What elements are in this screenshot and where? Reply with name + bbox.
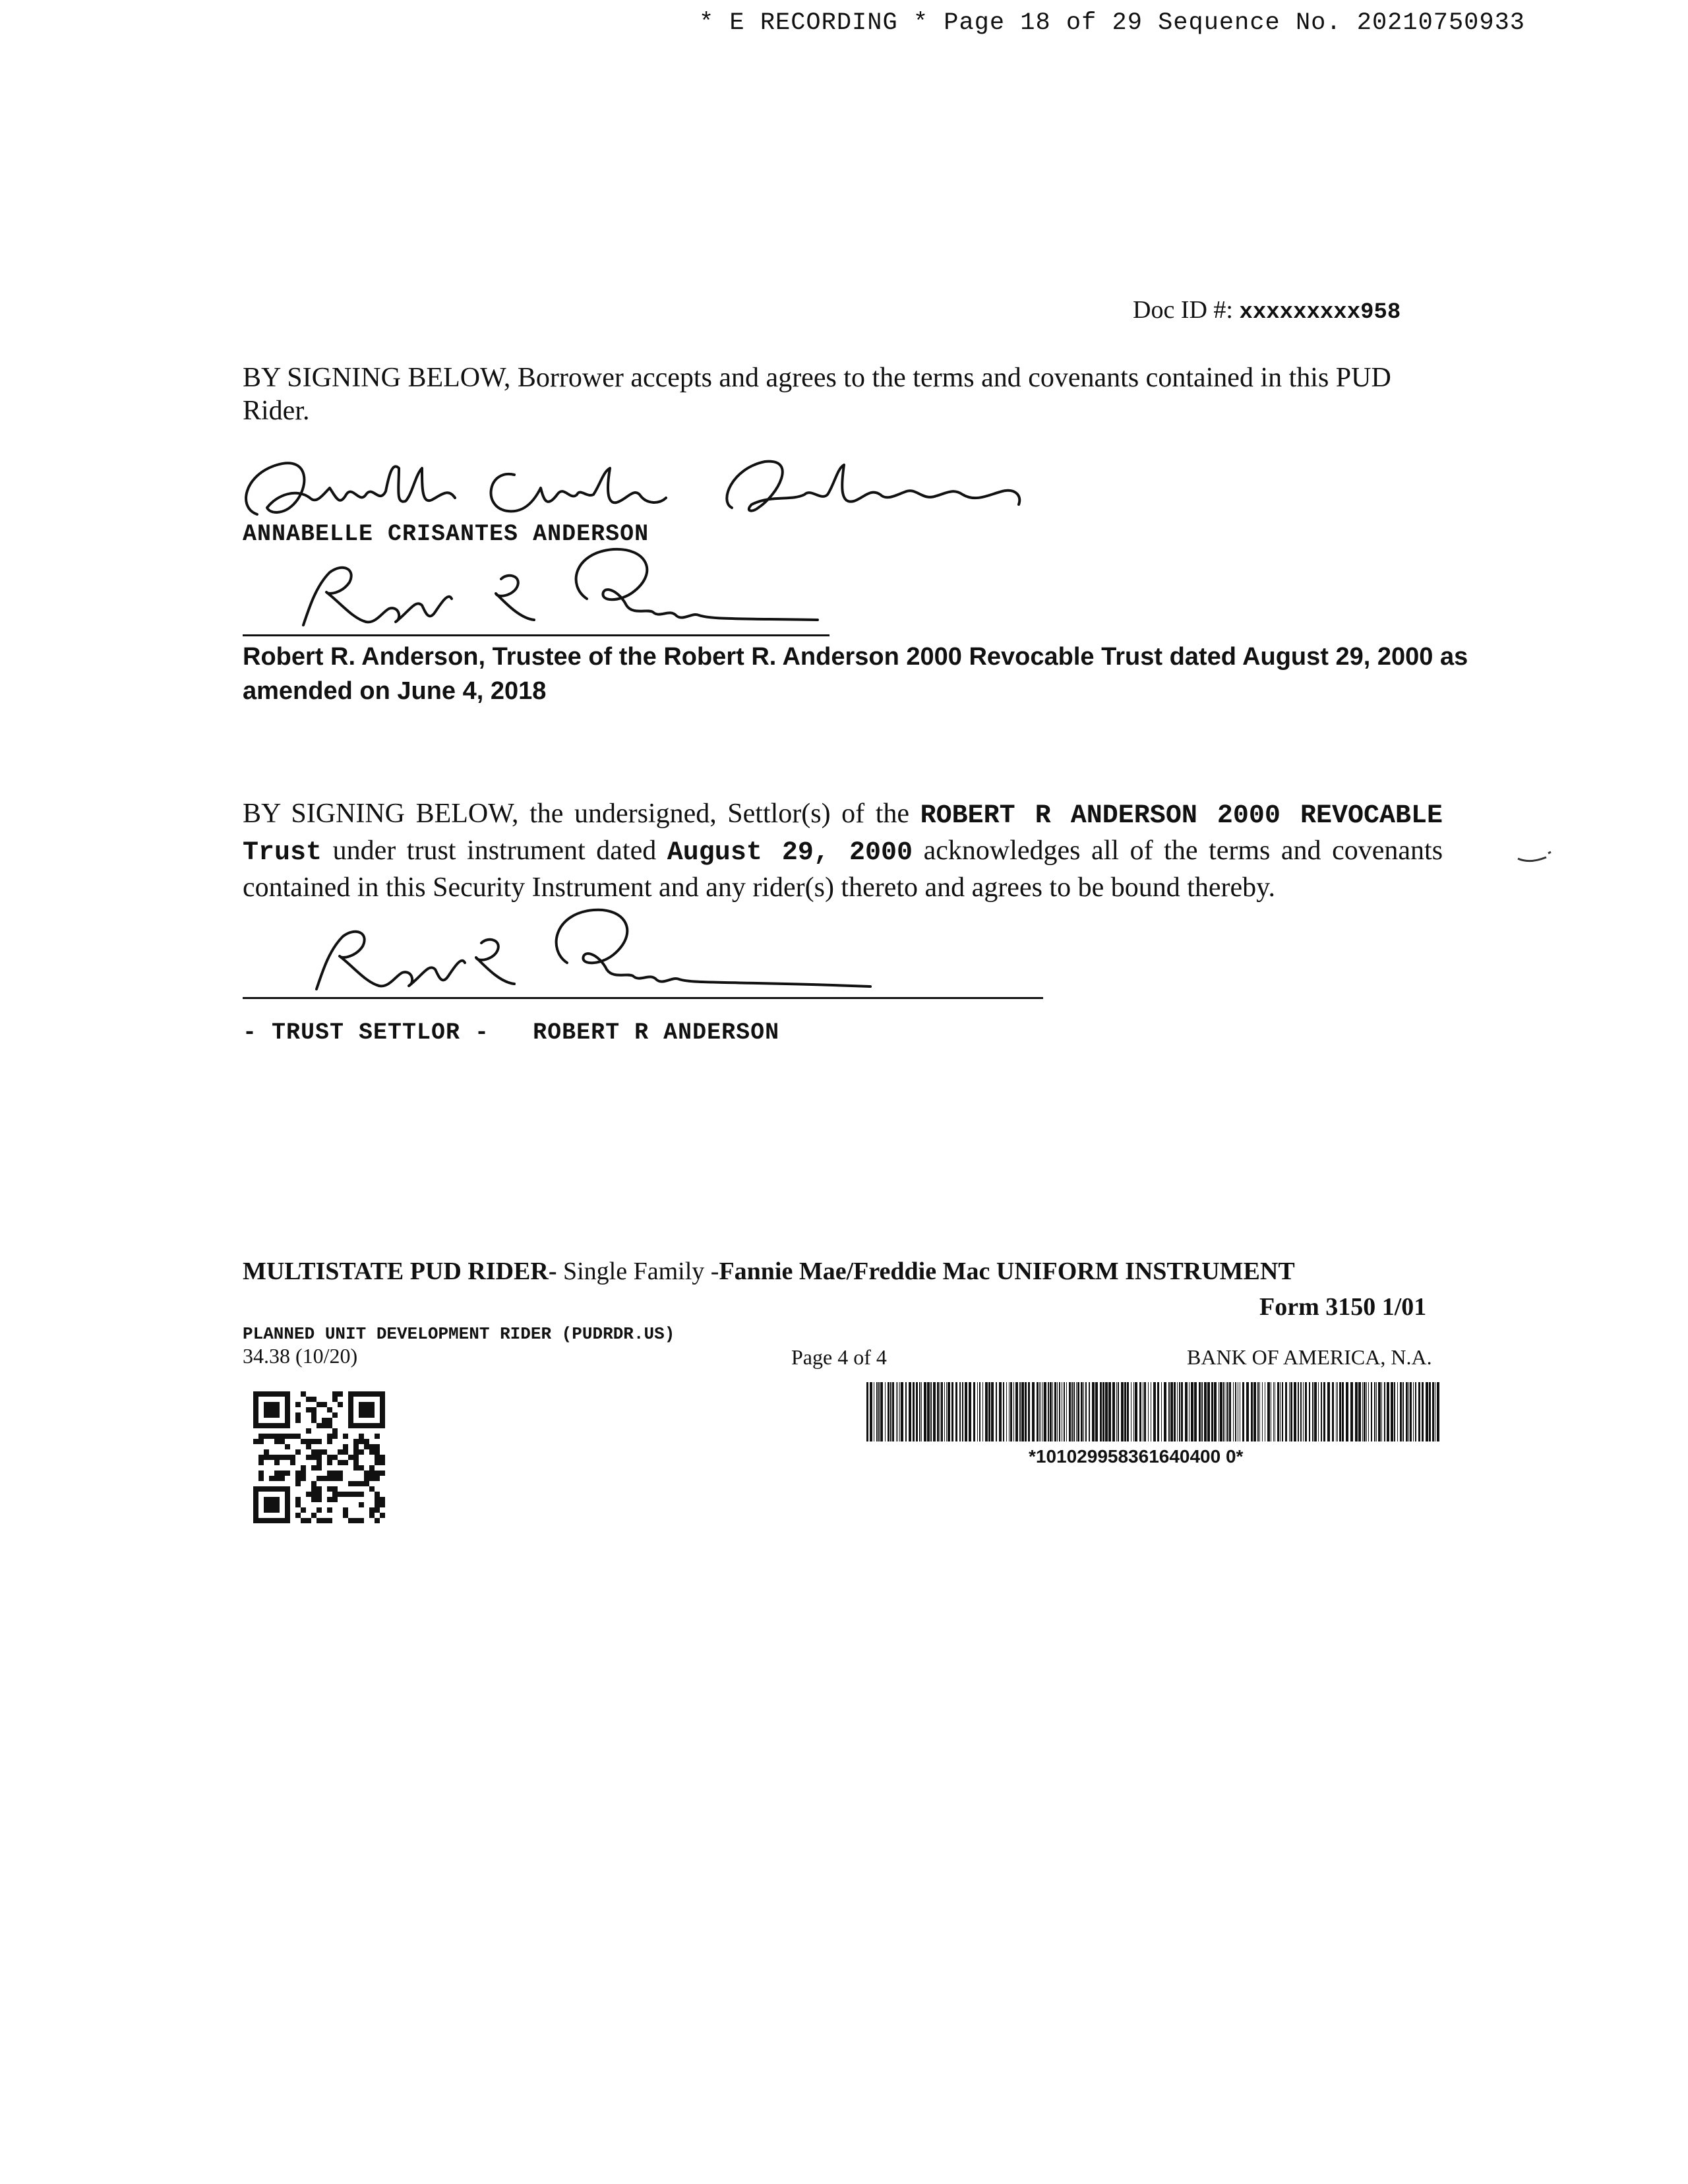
barcode	[866, 1382, 1440, 1445]
footer-title-bold: MULTISTATE PUD RIDER-	[243, 1258, 557, 1285]
doc-id-value: xxxxxxxxx958	[1239, 300, 1401, 325]
signature-line-settlor	[243, 997, 1043, 999]
form-code: PLANNED UNIT DEVELOPMENT RIDER (PUDRDR.US)	[243, 1324, 675, 1344]
trust-date: August 29, 2000	[667, 838, 913, 868]
scan-mark	[1517, 851, 1556, 864]
lender-name: BANK OF AMERICA, N.A.	[1187, 1345, 1432, 1369]
recording-header: * E RECORDING * Page 18 of 29 Sequence No. 20210750933	[699, 9, 1525, 37]
settlor-text-c: acknowledges all of the terms and covenants contained in this Security Instrument and any rider(s) thereto and agrees to be bound thereby.	[243, 835, 1443, 903]
signature-line-trustee	[243, 634, 829, 636]
barcode-number: *101029958361640400 0*	[1029, 1446, 1244, 1467]
settlor-text-a: BY SIGNING BELOW, the undersigned, Settlor(s) of the	[243, 799, 910, 829]
trustee-caption: Robert R. Anderson, Trustee of the Robert R. Anderson 2000 Revocable Trust dated August 29, 2000 as amended on June 4, 2018	[243, 643, 1468, 705]
footer-title	[243, 1257, 1295, 1286]
trust-settlor-label: - TRUST SETTLOR - ROBERT R ANDERSON	[243, 1019, 780, 1046]
signature-robert-settlor	[303, 903, 884, 1002]
signer-name-annabelle: ANNABELLE CRISANTES ANDERSON	[243, 521, 649, 547]
doc-id	[1133, 295, 1401, 325]
borrower-acceptance-text: BY SIGNING BELOW, Borrower accepts and agrees to the terms and covenants contained in this PUD Rider.	[243, 363, 1391, 426]
footer-title-bold2: Fannie Mae/Freddie Mac UNIFORM INSTRUMENT	[719, 1258, 1295, 1285]
form-number: Form 3150 1/01	[1259, 1293, 1427, 1321]
qr-code	[253, 1391, 385, 1527]
footer-title-normal: Single Family -	[557, 1258, 719, 1285]
form-version: 34.38 (10/20)	[243, 1344, 358, 1368]
settlor-text-b: under trust instrument dated	[332, 835, 657, 866]
signature-robert-trustee	[290, 546, 831, 638]
page-number: Page 4 of 4	[791, 1345, 887, 1369]
doc-id-label: Doc ID #:	[1133, 296, 1233, 324]
settlor-acknowledgment-text	[243, 797, 1443, 905]
signature-annabelle	[231, 448, 1062, 528]
trust-name: ROBERT R ANDERSON 2000 REVOCABLE Trust	[243, 801, 1443, 868]
